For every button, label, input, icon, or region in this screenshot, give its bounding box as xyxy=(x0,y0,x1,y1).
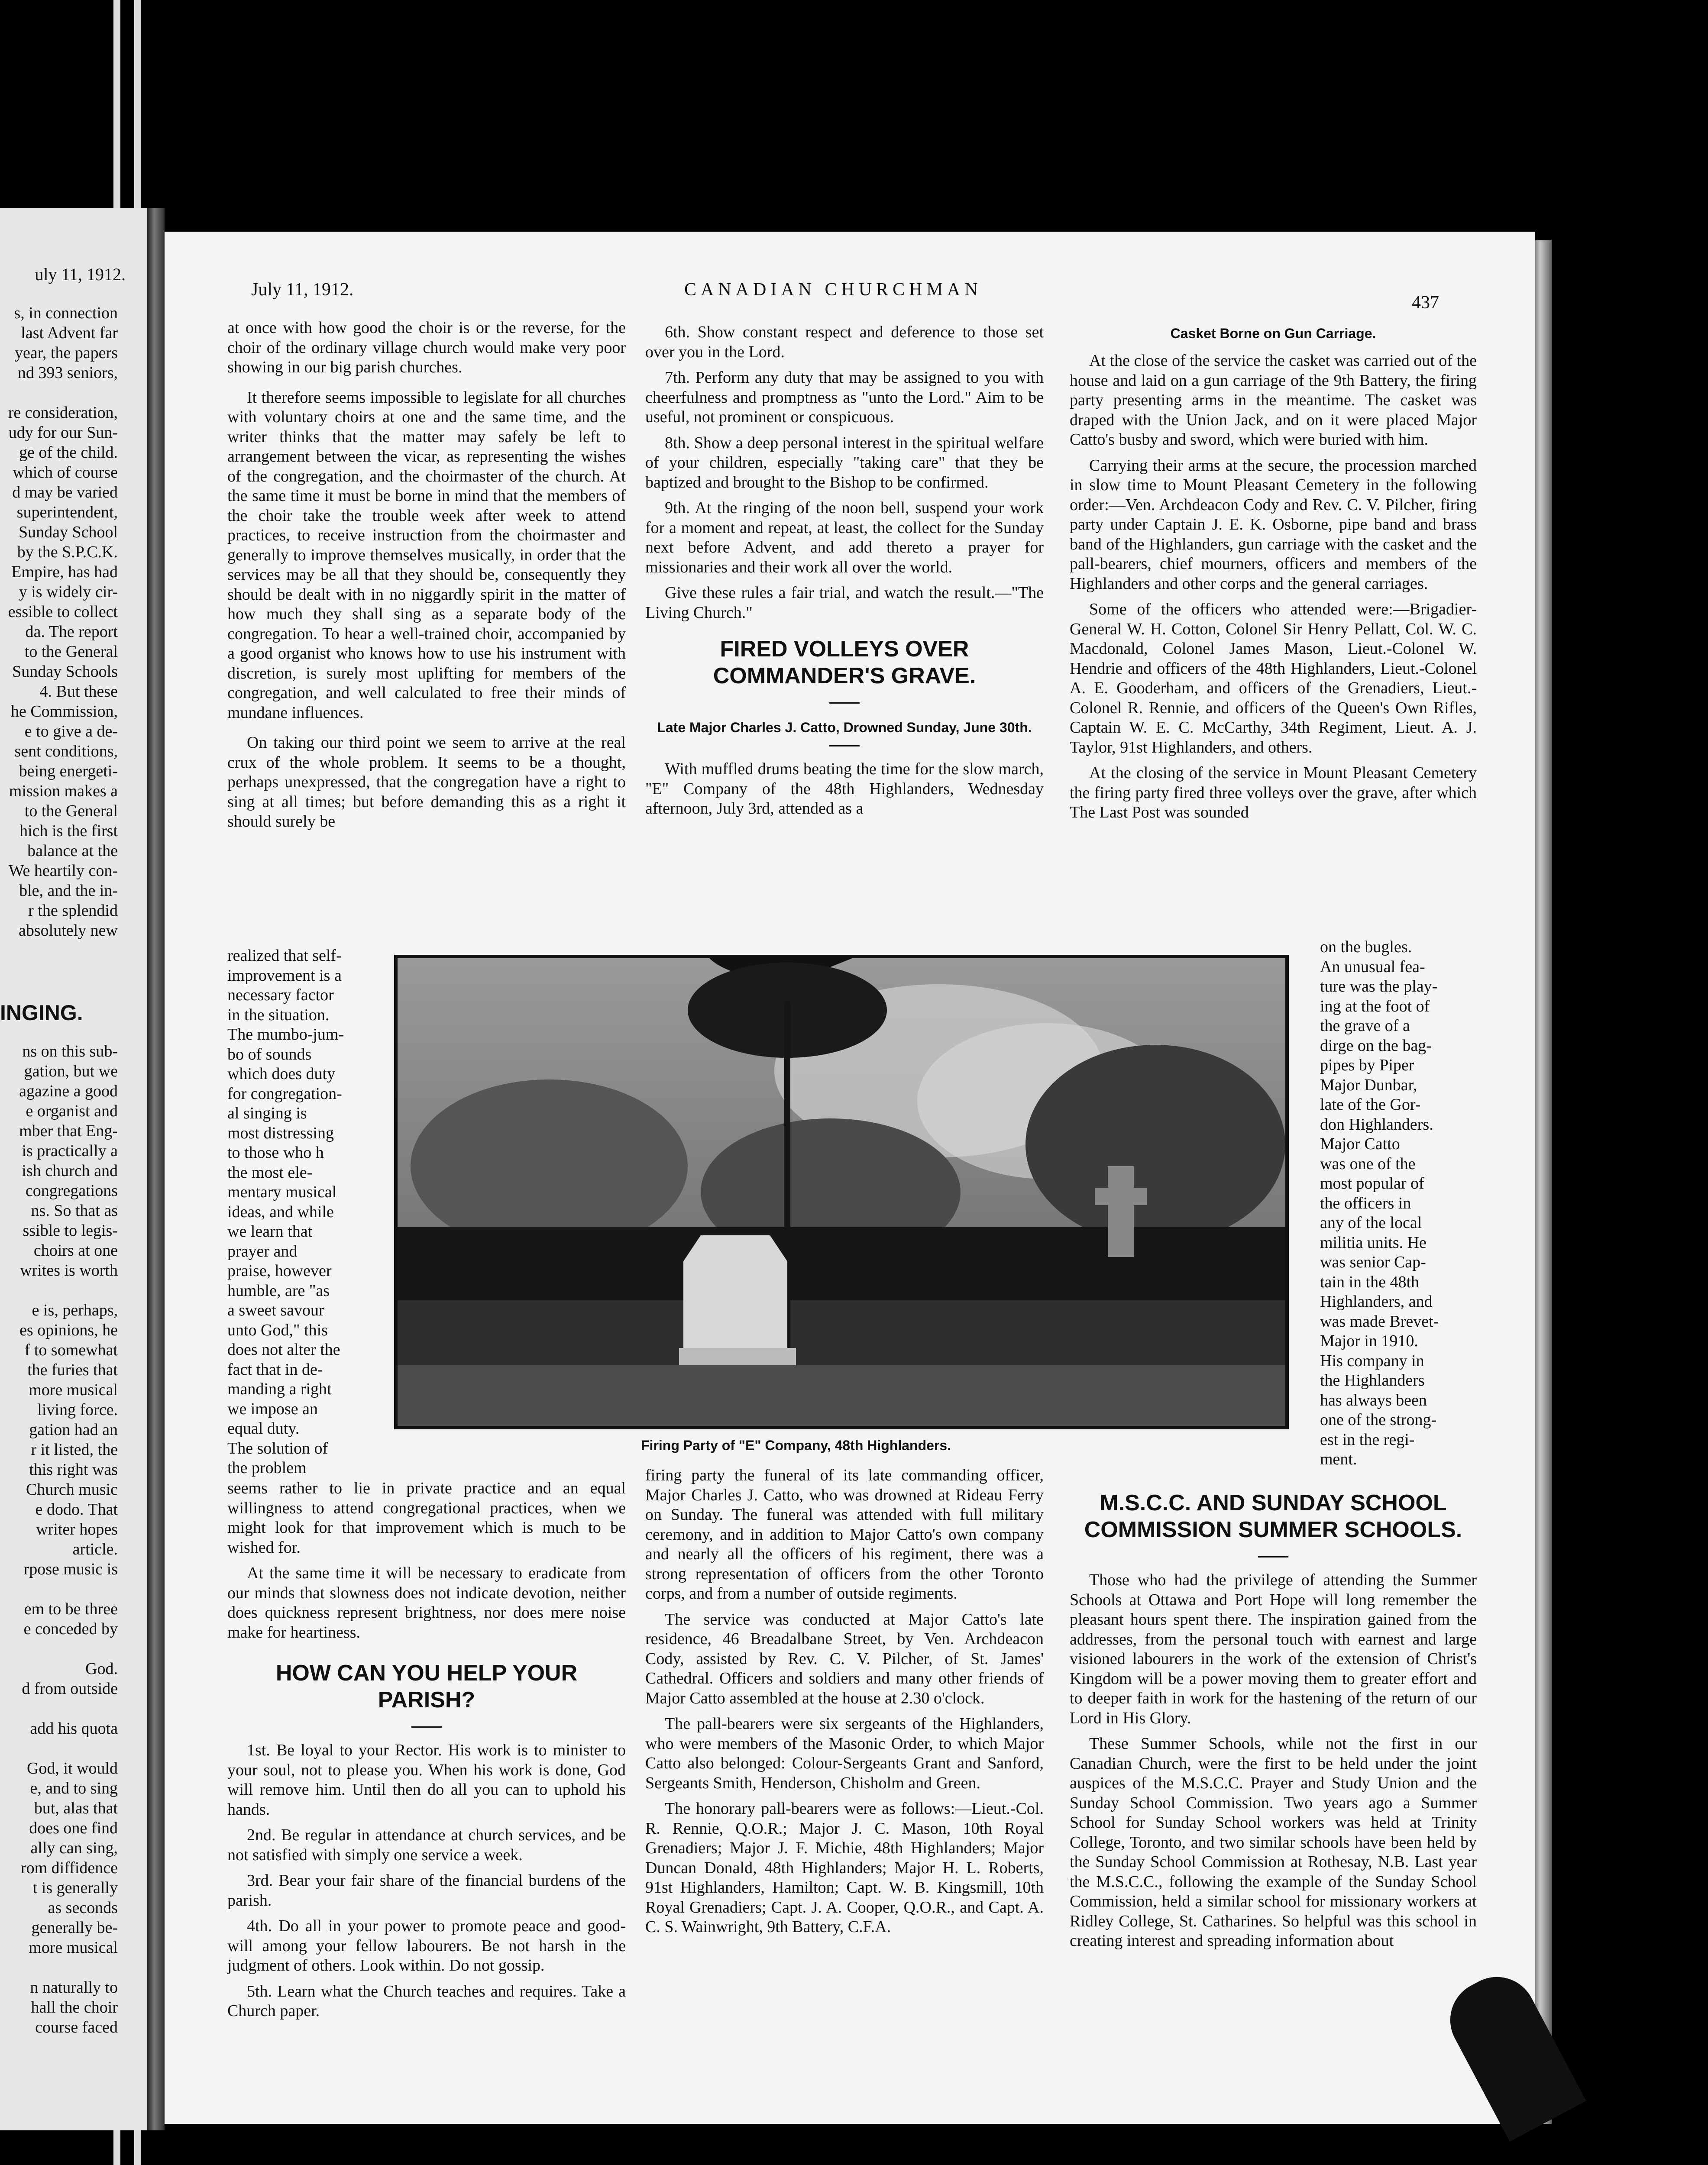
left-page-line: ish church and xyxy=(22,1162,118,1180)
article-subheading: Casket Borne on Gun Carriage. xyxy=(1170,326,1376,341)
left-page-line: generally be- xyxy=(31,1919,118,1937)
column-3 xyxy=(1070,323,1477,829)
wrapped-line: most popular of xyxy=(1320,1174,1424,1192)
paragraph: These Summer Schools, while not the first in our Canadian Church, were the first to be held under the joint auspices of the M.S.C.C. Prayer and Study Union and the Sunday School Commission. Two years ago a Summer School for Sunday School workers was held at Trinity College, Toronto, and two similar schools have been held by the Sunday School Commission at Rothesay, N.B. Last year the M.S.C.C., following the example of the Sunday School Commission, held a similar school for missionary workers at Ridley College, St. Catharines. So helpful was this school in creating interest and spreading information about xyxy=(1070,1735,1477,1950)
left-page-line: is practically a xyxy=(22,1142,118,1160)
wrapped-line: in the situation. xyxy=(227,1005,330,1024)
left-page-line: sent conditions, xyxy=(14,742,118,760)
wrapped-line: pipes by Piper xyxy=(1320,1056,1414,1074)
article-heading: M.S.C.C. AND SUNDAY SCHOOL COMMISSION SUMMER SCHOOLS. xyxy=(1084,1490,1462,1542)
left-page-line: this right was xyxy=(29,1461,118,1479)
wrapped-line: has always been xyxy=(1320,1391,1427,1409)
paragraph: At the close of the service the casket was carried out of the house and laid on a gun carriage of the 9th Battery, the firing party presenting arms in the meantime. The casket was draped with the Union Jack, and on it were placed Major Catto's busby and sword, which were buried with him. xyxy=(1070,352,1477,449)
parish-rule: 4th. Do all in your power to promote peace and good-will among your fellow labourers. Be not harsh in the judgment of others. Look within. Do not gossip. xyxy=(227,1917,626,1974)
left-page-line: es opinions, he xyxy=(19,1321,118,1339)
wrapped-line: necessary factor xyxy=(227,986,334,1004)
paragraph: At the closing of the service in Mount Pleasant Cemetery the firing party fired three volleys over the grave, after which The Last Post was sounded xyxy=(1070,764,1477,821)
parish-rules-list xyxy=(227,1741,626,2021)
spine-bar xyxy=(113,0,120,208)
parish-rule: 1st. Be loyal to your Rector. His work is to minister to your soul, not to please you. When his work is done, God will remove him. Until then do all you can to uphold his hands. xyxy=(227,1741,626,1819)
left-page-line: e is, perhaps, xyxy=(32,1301,118,1319)
left-page-line: gation, but we xyxy=(24,1062,118,1080)
wrapped-line: improvement is a xyxy=(227,966,342,985)
wrapped-line: ment. xyxy=(1320,1450,1357,1468)
article-subheading: Late Major Charles J. Catto, Drowned Sunday, June 30th. xyxy=(657,720,1032,735)
paragraph: With muffled drums beating the time for the slow march, "E" Company of the 48th Highlanders, Wednesday afternoon, July 3rd, attended as a xyxy=(645,760,1044,818)
parish-rule: 5th. Learn what the Church teaches and requires. Take a Church paper. xyxy=(227,1982,626,2020)
left-page-line: r the splendid xyxy=(28,902,118,920)
left-page-line: e organist and xyxy=(26,1102,118,1120)
left-page-line: ally can sing, xyxy=(30,1839,118,1857)
left-page-line: y is widely cir- xyxy=(19,583,118,601)
paragraph: The honorary pall-bearers were as follows:—Lieut.-Col. R. Rennie, Q.O.R.; Major J. C. Mason, 10th Royal Grenadiers; Major J. F. Michie, 48th Highlanders; Major Duncan Donald, 48th Highlanders; Major H. L. Roberts, 91st Highlanders, Hamilton; Capt. W. B. Kingsmill, 10th Royal Grenadiers; Capt. J. A. Cooper, Q.O.R., and Capt. A. C. S. Wainwright, 9th Battery, C.F.A. xyxy=(645,1800,1044,1936)
parish-rule: 6th. Show constant respect and deference to those set over you in the Lord. xyxy=(645,323,1044,361)
wrapped-line: Major Catto xyxy=(1320,1135,1400,1153)
paragraph: Those who had the privilege of attending the Summer Schools at Ottawa and Port Hope will long remember the pleasant hours spent there. The inspiration gained from the addresses, from the personal touch with earnest and large visioned labourers in the work of the extension of Christ's Kingdom will be a power moving them to greater effort and to deeper faith in work for the hastening of the return of our Lord in His Glory. xyxy=(1070,1571,1477,1727)
wrapped-line: An unusual fea- xyxy=(1320,957,1425,976)
left-page-line: agazine a good xyxy=(19,1082,118,1100)
article-heading: HOW CAN YOU HELP YOUR PARISH? xyxy=(275,1661,578,1713)
left-page-line: by the S.P.C.K. xyxy=(17,543,118,561)
column-3-continued xyxy=(1070,1490,1477,1957)
book-gutter xyxy=(147,208,165,2130)
wrapped-line: Highlanders, and xyxy=(1320,1293,1433,1311)
wrapped-line: bo of sounds xyxy=(227,1045,312,1063)
parish-rules-continued xyxy=(645,323,1044,623)
wrapped-line: fact that in de- xyxy=(227,1360,323,1379)
left-page-line: absolutely new xyxy=(18,921,118,940)
page-edge xyxy=(1535,240,1552,2124)
spine-bar xyxy=(134,0,141,208)
paragraph: The pall-bearers were six sergeants of the Highlanders, who were members of the Masonic Order, to which Major Catto also belonged: Colour-Sergeants Grant and Sanford, Sergeants Smith, Henderson, Chisholm and Green. xyxy=(645,1715,1044,1792)
wrapped-line: unto God," this xyxy=(227,1321,328,1339)
spine-bar xyxy=(113,2130,120,2165)
wrapped-line: Major Dunbar, xyxy=(1320,1076,1417,1094)
page-header xyxy=(165,279,1535,313)
heading-rule xyxy=(411,1726,442,1728)
parish-rule: 8th. Show a deep personal interest in the spiritual welfare of your children, especially "taking care" that they be baptized and brought to the Bishop to be confirmed. xyxy=(645,433,1044,491)
left-page-line: ns on this sub- xyxy=(22,1042,118,1060)
left-page-line: hall the choir xyxy=(31,1998,118,2016)
wrapped-line: prayer and xyxy=(227,1242,298,1260)
left-page-line: ge of the child. xyxy=(19,443,118,462)
wrapped-line: the Highlanders xyxy=(1320,1371,1425,1389)
left-page-line: s, in connection xyxy=(14,304,118,322)
left-page-line: as seconds xyxy=(48,1899,118,1917)
left-page-line: udy for our Sun- xyxy=(8,423,118,442)
left-page-line: year, the papers xyxy=(15,344,118,362)
wrapped-line: on the bugles. xyxy=(1320,938,1412,956)
left-page-line: congregations xyxy=(25,1182,118,1200)
left-page-line: ble, and the in- xyxy=(19,882,118,900)
left-page-line: mission makes a xyxy=(9,782,118,800)
left-page-line: essible to collect xyxy=(8,603,118,621)
paragraph: On taking our third point we seem to arrive at the real crux of the whole problem. It seems to be a thought, perhaps unexpressed, that the congregation have a right to sing at all times; but before demanding this as a right it should surely be xyxy=(227,734,626,830)
page-number: 437 xyxy=(1412,293,1439,313)
left-page-line: balance at the xyxy=(27,842,118,860)
left-page-line: choirs at one xyxy=(33,1241,118,1260)
left-page-line: God, it would xyxy=(26,1759,118,1777)
wrapped-line: we learn that xyxy=(227,1222,313,1241)
left-page-line: living force. xyxy=(37,1401,118,1419)
left-page-line: da. The report xyxy=(25,623,118,641)
left-page-line: f to somewhat xyxy=(24,1341,118,1359)
wrapped-line: to those who h xyxy=(227,1144,324,1162)
wrapped-line: the problem xyxy=(227,1459,307,1477)
left-page-line: e to give a de- xyxy=(24,722,118,740)
wrapped-line: The solution of xyxy=(227,1439,328,1457)
page-date: July 11, 1912. xyxy=(251,280,354,300)
wrapped-line: a sweet savour xyxy=(227,1301,324,1319)
wrapped-line: ing at the foot of xyxy=(1320,997,1430,1015)
newspaper-page xyxy=(165,232,1535,2124)
left-page-line: d may be varied xyxy=(12,483,118,501)
wrapped-line: most distressing xyxy=(227,1124,334,1142)
parish-rule: 2nd. Be regular in attendance at church services, and be not satisfied with simply one service a week. xyxy=(227,1826,626,1864)
funeral-firing-party-photo xyxy=(394,955,1289,1429)
wrapped-line: one of the strong- xyxy=(1320,1411,1437,1429)
wrapped-line: est in the regi- xyxy=(1320,1430,1415,1449)
paragraph: It therefore seems impossible to legislate for all churches with voluntary choirs at one and the same time, and the writer thinks that the matter may safely be left to arrangement between the vicar, as representing the wishes of the congregation, and the choirmaster of the church. At the same time it must be borne in mind that the members of the choir take the trouble week after week to attend practices, to receive instruction from the choirmaster and generally to improve themselves musically, in order that the services may be all that they should be, consequently they should be dealt with in no niggardly spirit in the matter of how much they shall sing as a separate body of the congregation. To hear a well-trained choir, accompanied by a good organist who knows how to use his instrument with discretion, is surely most uplifting for members of the congregation, and well calculated to free their minds of mundane influences. xyxy=(227,388,626,722)
photo-caption: Firing Party of "E" Company, 48th Highlanders. xyxy=(641,1438,951,1453)
left-page-line: Sunday School xyxy=(18,523,118,541)
column-2-continued xyxy=(645,1466,1044,1943)
left-page-line: mber that Eng- xyxy=(19,1122,118,1140)
left-page xyxy=(0,208,147,2130)
paragraph: The service was conducted at Major Catto's late residence, 46 Breadalbane Street, by Ven. Archdeacon Cody, assisted by Rev. C. V. Pilcher, of St. James' Cathedral. Officers and soldiers and many other friends of Major Catto assembled at the house at 2.30 o'clock. xyxy=(645,1610,1044,1707)
wrapped-line: the officers in xyxy=(1320,1194,1411,1212)
left-page-line: writes is worth xyxy=(20,1261,118,1280)
left-page-line: superintendent, xyxy=(16,503,118,521)
wrapped-line: the grave of a xyxy=(1320,1017,1410,1035)
left-page-line: article. xyxy=(72,1540,118,1558)
left-page-line: last Advent far xyxy=(21,324,118,342)
wrapped-line: militia units. He xyxy=(1320,1233,1427,1252)
column-1 xyxy=(227,318,626,838)
left-page-heading: INGING. xyxy=(0,1001,83,1025)
wrapped-line: does not alter the xyxy=(227,1341,340,1359)
wrapped-line: humble, are "as xyxy=(227,1281,330,1300)
paragraph: firing party the funeral of its late commanding officer, Major Charles J. Catto, who was drowned at Rideau Ferry on Sunday. The funeral was attended with full military ceremony, and in addition to Major Catto's own company and nearly all the officers of his regiment, there was a strong representation of officers from the other Toronto corps, and from a number of outside regiments. xyxy=(645,1466,1044,1603)
left-page-line: re consideration, xyxy=(8,404,118,422)
parish-rule: 3rd. Bear your fair share of the financial burdens of the parish. xyxy=(227,1871,626,1910)
paragraph: Some of the officers who attended were:—Brigadier-General W. H. Cotton, Colonel Sir Henry Pellatt, Col. W. C. Macdonald, Colonel James Mason, Lieut.-Colonel W. Hendrie and officers of the 48th Highlanders, Lieut.-Colonel A. E. Gooderham, and officers of the Grenadiers, Lieut.-Colonel R. Rennie, and officers of the Queen's Own Rifles, Captain W. E. C. McCarthy, 34th Regiment, Lieut. A. J. Taylor, 91st Highlanders, and others. xyxy=(1070,600,1477,756)
left-page-line: to the General xyxy=(24,643,118,661)
paragraph: seems rather to lie in private practice and an equal willingness to attend congregational practices, when we might look for that improvement which is much to be wished for. xyxy=(227,1479,626,1557)
wrapped-line: manding a right xyxy=(227,1380,332,1398)
left-page-line: em to be three xyxy=(24,1600,118,1618)
left-page-line: t is generally xyxy=(32,1879,118,1897)
wrapped-line: al singing is xyxy=(227,1104,307,1122)
wrapped-line: mentary musical xyxy=(227,1183,337,1201)
column-1-wrap-text xyxy=(227,946,388,1478)
left-page-line: being energeti- xyxy=(19,762,118,780)
column-3-wrap-text xyxy=(1320,937,1459,1470)
heading-rule xyxy=(829,745,860,746)
left-page-header: uly 11, 1912. xyxy=(35,265,126,284)
wrapped-line: realized that self- xyxy=(227,947,342,965)
left-page-line: 4. But these xyxy=(39,682,118,701)
left-page-line: rom diffidence xyxy=(20,1859,118,1877)
column-1-continued xyxy=(227,1479,626,2027)
left-page-line: course faced xyxy=(35,2018,118,2036)
left-page-line: d from outside xyxy=(22,1680,118,1698)
paragraph: At the same time it will be necessary to eradicate from our minds that slowness does not indicate devotion, neither does quickness represent brightness, nor does mere noise make for heartiness. xyxy=(227,1564,626,1642)
left-page-line: Church music xyxy=(26,1480,118,1499)
left-page-line: ssible to legis- xyxy=(23,1221,118,1240)
left-page-line: e dodo. That xyxy=(35,1500,118,1519)
left-page-line: n naturally to xyxy=(30,1978,118,1997)
wrapped-line: ideas, and while xyxy=(227,1202,334,1221)
wrapped-line: late of the Gor- xyxy=(1320,1095,1421,1114)
left-page-line: he Commission, xyxy=(10,702,118,721)
left-page-line: add his quota xyxy=(30,1719,118,1738)
wrapped-line: which does duty xyxy=(227,1065,336,1083)
wrapped-line: His company in xyxy=(1320,1351,1424,1370)
paragraph: at once with how good the choir is or the reverse, for the choir of the ordinary village church would make very poor showing in our big parish churches. xyxy=(227,319,626,376)
left-page-line: Empire, has had xyxy=(11,563,118,581)
wrapped-line: for congregation- xyxy=(227,1084,342,1103)
left-page-line: more musical xyxy=(29,1381,118,1399)
wrapped-line: dirge on the bag- xyxy=(1320,1036,1432,1055)
wrapped-line: equal duty. xyxy=(227,1419,300,1438)
article-heading: FIRED VOLLEYS OVER COMMANDER'S GRAVE. xyxy=(713,637,976,688)
left-page-line: does one find xyxy=(29,1819,118,1837)
photo-illustration xyxy=(398,958,1285,1426)
wrapped-line: ture was the play- xyxy=(1320,977,1438,995)
wrapped-line: was senior Cap- xyxy=(1320,1253,1426,1271)
wrapped-line: tain in the 48th xyxy=(1320,1273,1420,1291)
left-page-line: e conceded by xyxy=(23,1620,118,1638)
parish-rule: Give these rules a fair trial, and watch the result.—"The Living Church." xyxy=(645,584,1044,622)
left-page-line: e, and to sing xyxy=(30,1779,118,1797)
left-page-line: gation had an xyxy=(29,1421,118,1439)
wrapped-line: we impose an xyxy=(227,1399,318,1418)
wrapped-line: The mumbo-jum- xyxy=(227,1025,344,1044)
left-page-line: hich is the first xyxy=(19,822,118,840)
wrapped-line: was made Brevet- xyxy=(1320,1312,1439,1331)
left-page-line: nd 393 seniors, xyxy=(17,364,118,382)
left-page-line: to the General xyxy=(24,802,118,820)
left-page-line: the furies that xyxy=(27,1361,118,1379)
left-page-line: Sunday Schools xyxy=(12,662,118,681)
heading-rule xyxy=(829,702,860,704)
parish-rule: 9th. At the ringing of the noon bell, suspend your work for a moment and repeat, at least, the collect for the Sunday next before Advent, and add thereto a prayer for missionaries and their work all over the world. xyxy=(645,499,1044,576)
left-page-line: rpose music is xyxy=(23,1560,118,1578)
left-page-line: God. xyxy=(85,1660,118,1678)
left-page-line: more musical xyxy=(29,1939,118,1957)
wrapped-line: was one of the xyxy=(1320,1154,1416,1173)
left-page-line: We heartily con- xyxy=(8,862,118,880)
column-2 xyxy=(645,323,1044,825)
wrapped-line: don Highlanders. xyxy=(1320,1115,1433,1134)
heading-rule xyxy=(1258,1556,1288,1558)
left-page-line: which of course xyxy=(13,463,118,481)
left-page-line: writer hopes xyxy=(36,1520,118,1538)
wrapped-line: Major in 1910. xyxy=(1320,1332,1418,1350)
wrapped-line: the most ele- xyxy=(227,1163,313,1182)
paragraph: Carrying their arms at the secure, the procession marched in slow time to Mount Pleasant Cemetery in the following order:—Ven. Archdeacon Cody and Rev. C. V. Pilcher, firing party under Captain J. E. K. Osborne, pipe band and brass band of the Highlanders, gun carriage with the casket and the pall-bearers, chief mourners, officers and members of the Highlanders and other corps and the general carriages. xyxy=(1070,456,1477,593)
spine-bar xyxy=(134,2130,141,2165)
left-page-line: ns. So that as xyxy=(31,1202,118,1220)
wrapped-line: any of the local xyxy=(1320,1214,1422,1232)
left-page-line: r it listed, the xyxy=(31,1441,118,1459)
left-page-line: but, alas that xyxy=(34,1799,118,1817)
wrapped-line: praise, however xyxy=(227,1262,332,1280)
parish-rule: 7th. Perform any duty that may be assigned to you with cheerfulness and promptness as "unto the Lord." Aim to be useful, not prominent or conspicuous. xyxy=(645,368,1044,426)
publication-title: CANADIAN CHURCHMAN xyxy=(684,280,982,300)
